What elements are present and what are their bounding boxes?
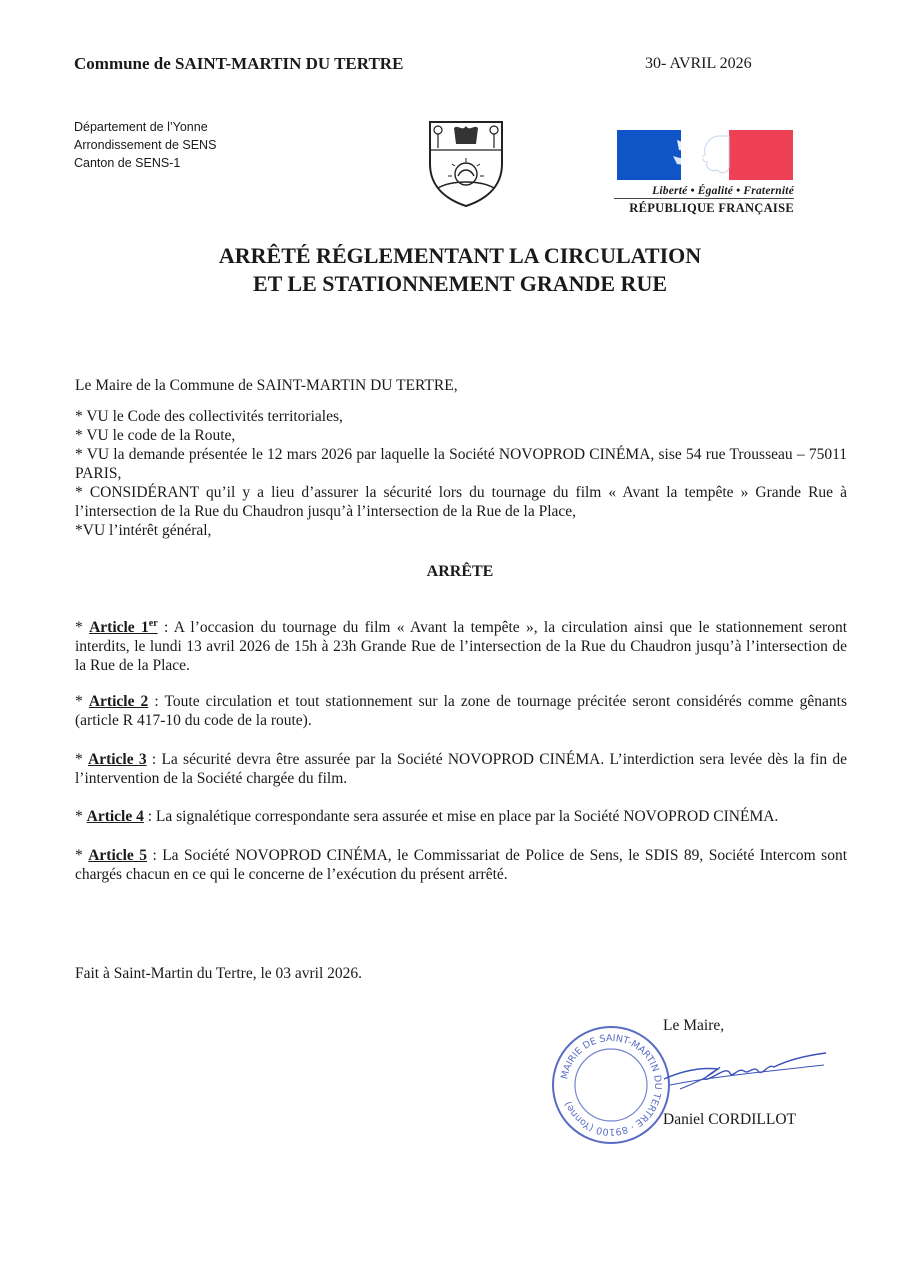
article-label: Article 2: [88, 693, 149, 710]
coat-of-arms-icon: [424, 118, 508, 208]
preamble-intro: Le Maire de la Commune de SAINT-MARTIN DU TERTRE,: [75, 377, 458, 394]
article-text: La signalétique correspondante sera assurée et mise en place par la Société NOVOPROD CINÉMA.: [155, 808, 779, 825]
commune-name: Commune de SAINT-MARTIN DU TERTRE: [74, 54, 404, 73]
signatory-role: Le Maire,: [663, 1017, 725, 1034]
article-label: Article 5: [88, 847, 148, 864]
consideration-item: *VU l’intérêt général,: [75, 522, 212, 539]
article-prefix: *: [75, 619, 90, 637]
article-5: [75, 846, 847, 884]
article-label: Article 3: [88, 751, 147, 768]
article-text: A l’occasion du tournage du film « Avant la tempête », la circulation ainsi que le stationnement seront interdits, le lundi 13 avril 2026 de 15h à 23h Grande Rue de l’intersection de la Rue du Chaudron jusqu’à l’intersection de la Rue de la Place.: [75, 619, 848, 675]
arrete-heading: ARRÊTE: [426, 563, 494, 580]
article-prefix: *: [75, 808, 87, 825]
article-1: [75, 614, 847, 675]
marianne-flag-icon: [617, 130, 793, 180]
consideration-item: * CONSIDÉRANT qu’il y a lieu d’assurer la sécurité lors du tournage du film « Avant la tempête » Grande Rue à l’intersection de la Rue du Chaudron jusqu’à l’intersection de la Rue de la Place,: [75, 484, 847, 520]
administrative-info: [74, 118, 216, 172]
article-2: [75, 692, 847, 730]
document-date: 30- AVRIL 2026: [645, 55, 752, 72]
article-prefix: *: [75, 847, 89, 864]
article-3: [75, 750, 847, 788]
consideration-item: * VU le Code des collectivités territoriales,: [75, 408, 343, 425]
title-line-2: ET LE STATIONNEMENT GRANDE RUE: [252, 271, 667, 296]
document-title: [100, 242, 820, 298]
admin-line-department: Département de l’Yonne: [74, 120, 208, 134]
republic-logo: [614, 130, 794, 216]
place-and-date: Fait à Saint-Martin du Tertre, le 03 avril 2026.: [75, 965, 363, 982]
republic-name: RÉPUBLIQUE FRANÇAISE: [614, 198, 794, 216]
article-label: Article 1er: [89, 618, 158, 637]
mairie-stamp-icon: [548, 1022, 674, 1148]
signature-icon: [660, 1045, 830, 1095]
article-prefix: *: [75, 751, 89, 768]
consideration-item: * VU la demande présentée le 12 mars 2026 par laquelle la Société NOVOPROD CINÉMA, sise 54 rue Trousseau – 75011 PARIS,: [75, 446, 847, 482]
article-separator: :: [146, 751, 162, 768]
consideration-item: * VU le code de la Route,: [75, 427, 236, 444]
article-text: La Société NOVOPROD CINÉMA, le Commissariat de Police de Sens, le SDIS 89, Société Intercom sont chargés chacun en ce qui le concerne de l’exécution du présent arrêté.: [75, 847, 848, 883]
preamble-considerations: [75, 407, 847, 540]
article-separator: :: [147, 847, 163, 864]
admin-line-arrondissement: Arrondissement de SENS: [74, 138, 217, 152]
article-text: Toute circulation et tout stationnement sur la zone de tournage précitée seront considérés comme gênants (article R 417-10 du code de la route).: [75, 693, 847, 729]
signatory-name: Daniel CORDILLOT: [663, 1111, 797, 1128]
admin-line-canton: Canton de SENS-1: [74, 156, 181, 170]
article-label: Article 4: [86, 808, 144, 825]
republic-motto: Liberté • Égalité • Fraternité: [652, 185, 794, 197]
article-4: [75, 807, 847, 826]
article-text: La sécurité devra être assurée par la Société NOVOPROD CINÉMA. L’interdiction sera levée dès la fin de l’intervention de la Société chargée du film.: [75, 751, 848, 787]
title-line-1: ARRÊTÉ RÉGLEMENTANT LA CIRCULATION: [218, 243, 702, 268]
article-separator: :: [148, 693, 165, 710]
stamp-text: MAIRIE DE SAINT-MARTIN DU TERTRE · 89100 (Yonne): [559, 1032, 664, 1138]
article-prefix: *: [75, 693, 89, 710]
article-separator: :: [143, 808, 156, 825]
article-label-sup: er: [148, 618, 158, 629]
article-separator: :: [157, 619, 174, 637]
